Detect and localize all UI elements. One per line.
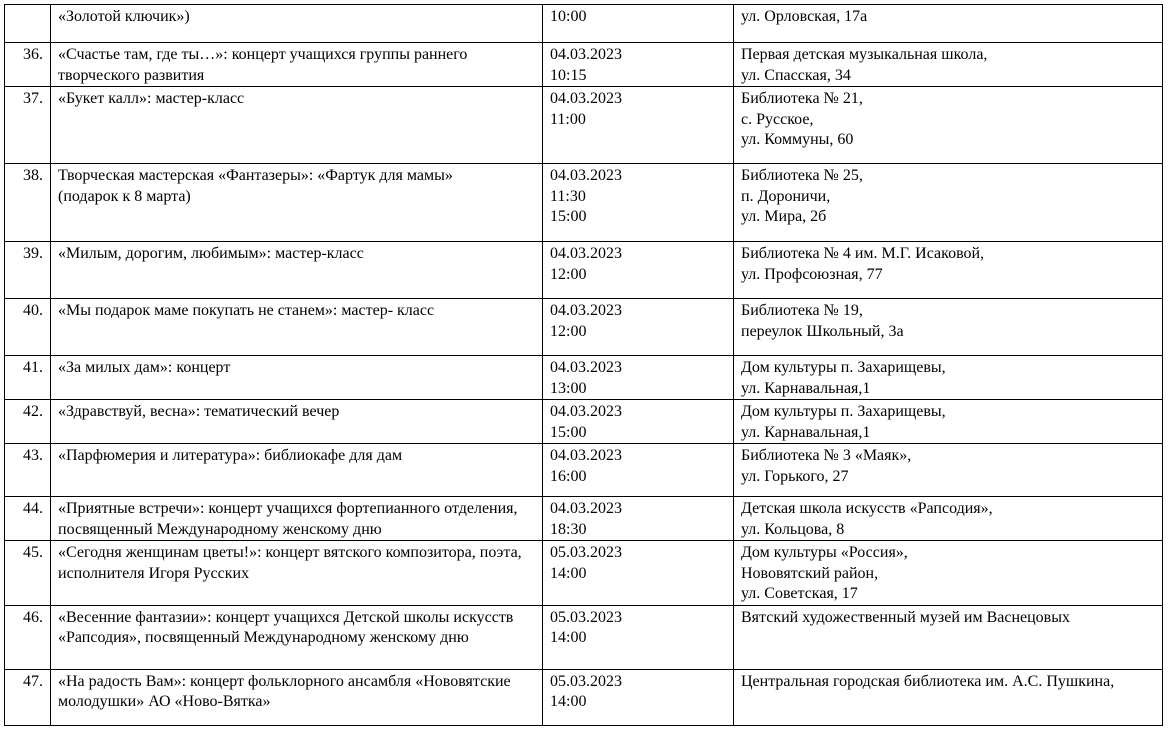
table-row (5, 87, 1163, 164)
table-row (5, 242, 1163, 299)
row-number (5, 5, 51, 43)
event-place: Вятский художественный музей им Васнецовых (734, 605, 1163, 669)
event-place: Библиотека № 4 им. М.Г. Исаковой, ул. Профсоюзная, 77 (734, 242, 1163, 299)
table-row (5, 605, 1163, 669)
row-number: 43. (5, 444, 51, 497)
table-row (5, 541, 1163, 606)
event-datetime: 04.03.2023 11:30 15:00 (543, 164, 734, 242)
event-datetime: 04.03.2023 11:00 (543, 87, 734, 164)
event-datetime: 10:00 (543, 5, 734, 43)
event-place: Дом культуры п. Захарищевы, ул. Карнавальная,1 (734, 356, 1163, 400)
event-title: «Мы подарок маме покупать не станем»: мастер- класс (51, 299, 543, 356)
event-place: Библиотека № 25, п. Дороничи, ул. Мира, 2б (734, 164, 1163, 242)
event-datetime: 04.03.2023 16:00 (543, 444, 734, 497)
row-number: 47. (5, 669, 51, 725)
event-datetime: 04.03.2023 12:00 (543, 299, 734, 356)
row-number: 36. (5, 43, 51, 87)
event-datetime: 04.03.2023 10:15 (543, 43, 734, 87)
table-row (5, 299, 1163, 356)
event-title: «Букет калл»: мастер-класс (51, 87, 543, 164)
event-title: «Счастье там, где ты…»: концерт учащихся группы раннего творческого развития (51, 43, 543, 87)
event-datetime: 04.03.2023 13:00 (543, 356, 734, 400)
event-datetime: 05.03.2023 14:00 (543, 669, 734, 725)
event-title: «Парфюмерия и литература»: библиокафе для дам (51, 444, 543, 497)
event-datetime: 05.03.2023 14:00 (543, 541, 734, 606)
table-row (5, 444, 1163, 497)
table-row (5, 669, 1163, 725)
event-place: Дом культуры «Россия», Нововятский район, ул. Советская, 17 (734, 541, 1163, 606)
event-place: Первая детская музыкальная школа, ул. Спасская, 34 (734, 43, 1163, 87)
event-datetime: 04.03.2023 18:30 (543, 497, 734, 541)
row-number: 44. (5, 497, 51, 541)
event-title: «Здравствуй, весна»: тематический вечер (51, 400, 543, 444)
event-place: Библиотека № 19, переулок Школьный, 3а (734, 299, 1163, 356)
row-number: 40. (5, 299, 51, 356)
event-place: Библиотека № 21, с. Русское, ул. Коммуны, 60 (734, 87, 1163, 164)
events-table (4, 4, 1163, 726)
event-place: ул. Орловская, 17а (734, 5, 1163, 43)
event-title: «Сегодня женщинам цветы!»: концерт вятского композитора, поэта, исполнителя Игоря Русских (51, 541, 543, 606)
event-datetime: 05.03.2023 14:00 (543, 605, 734, 669)
row-number: 42. (5, 400, 51, 444)
event-title: Творческая мастерская «Фантазеры»: «Фартук для мамы» (подарок к 8 марта) (51, 164, 543, 242)
event-place: Центральная городская библиотека им. А.С. Пушкина, (734, 669, 1163, 725)
event-place: Библиотека № 3 «Маяк», ул. Горького, 27 (734, 444, 1163, 497)
table-row (5, 497, 1163, 541)
event-title: «Весенние фантазии»: концерт учащихся Детской школы искусств «Рапсодия», посвященный Международному женскому дню (51, 605, 543, 669)
table-row (5, 356, 1163, 400)
row-number: 45. (5, 541, 51, 606)
event-place: Детская школа искусств «Рапсодия», ул. Кольцова, 8 (734, 497, 1163, 541)
row-number: 46. (5, 605, 51, 669)
row-number: 37. (5, 87, 51, 164)
event-place: Дом культуры п. Захарищевы, ул. Карнавальная,1 (734, 400, 1163, 444)
table-row (5, 164, 1163, 242)
event-title: «Милым, дорогим, любимым»: мастер-класс (51, 242, 543, 299)
table-row (5, 400, 1163, 444)
table-row (5, 43, 1163, 87)
row-number: 41. (5, 356, 51, 400)
event-datetime: 04.03.2023 15:00 (543, 400, 734, 444)
event-title: «За милых дам»: концерт (51, 356, 543, 400)
table-row (5, 5, 1163, 43)
row-number: 38. (5, 164, 51, 242)
event-title: «Приятные встречи»: концерт учащихся фортепианного отделения, посвященный Международному женскому дню (51, 497, 543, 541)
event-title: «На радость Вам»: концерт фольклорного ансамбля «Нововятские молодушки» АО «Ново-Вятка» (51, 669, 543, 725)
row-number: 39. (5, 242, 51, 299)
event-title: «Золотой ключик») (51, 5, 543, 43)
event-datetime: 04.03.2023 12:00 (543, 242, 734, 299)
